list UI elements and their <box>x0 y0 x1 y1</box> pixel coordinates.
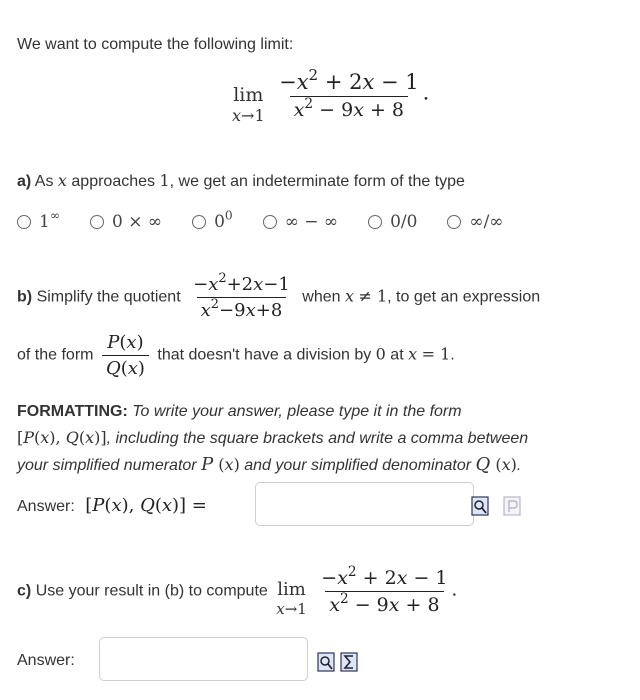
intro-text: We want to compute the following limit: <box>17 36 294 53</box>
sigma-icon[interactable] <box>340 652 358 672</box>
part-b-text1: Simplify the quotient <box>36 288 181 306</box>
part-a-options <box>17 208 504 232</box>
option-0-over-0[interactable]: 0/0 <box>368 212 417 232</box>
formatting-label: FORMATTING: <box>17 403 128 420</box>
part-c-prompt: c) Use your result in (b) to compute lim x→1 $\frac{-x^2 + 2x - 1}{x^2 - 9x + 8}$ . <box>17 563 458 618</box>
lim-word: lim <box>233 84 264 106</box>
formatting-note: FORMATTING: To write your answer, please type it in the form [P(x), Q(x)], including the square brackets and write a comma between your simplified numerator P (x) and your simplified denominator Q (x). <box>17 403 529 475</box>
part-b-line2: of the form $\frac{P(x)}{Q(x)}$ that doesn't have a division by 0 at x = 1. <box>17 332 455 379</box>
radio-button[interactable] <box>263 215 277 229</box>
lim-sub: x→1 <box>232 106 265 125</box>
part-c-label: c) <box>17 582 32 600</box>
option-1-inf[interactable]: 1∞ <box>17 212 60 232</box>
limit-numerator: $-x^2 + 2x - 1$ <box>279 65 419 94</box>
radio-button[interactable] <box>17 215 31 229</box>
part-b-text3: of the form <box>17 346 94 364</box>
option-0-times-inf[interactable]: 0 × ∞ <box>90 212 162 232</box>
radio-button[interactable] <box>90 215 104 229</box>
option-inf-minus-inf[interactable]: ∞ − ∞ <box>263 212 338 232</box>
preview-icon[interactable] <box>471 496 489 516</box>
part-a-prompt: a) As x approaches 1, we get an indeterminate form of the type <box>17 171 465 190</box>
answer-c-input[interactable] <box>99 637 308 681</box>
answer-b-input[interactable] <box>255 482 474 526</box>
answer-c-label: Answer: <box>17 652 75 669</box>
paste-icon[interactable] <box>503 496 521 516</box>
option-inf-over-inf[interactable]: ∞/∞ <box>447 212 503 232</box>
preview-icon[interactable] <box>317 652 335 672</box>
part-c-text: Use your result in (b) to compute <box>35 582 268 600</box>
radio-button[interactable] <box>447 215 461 229</box>
part-b-line1: b) Simplify the quotient $\frac{-x^2+2x-1}{x^2-9x+8}$ when x ≠ 1, to get an expression <box>17 271 541 321</box>
answer-b-label: Answer: <box>17 498 75 515</box>
limit-denominator: $x^2 - 9x + 8$ <box>290 96 408 121</box>
radio-button[interactable] <box>368 215 382 229</box>
main-limit: lim x→1 $\frac{-x^2 + 2x - 1}{x^2 - 9x + 8}$ . <box>232 65 430 125</box>
radio-button[interactable] <box>192 215 206 229</box>
answer-b-label-row: Answer: [P(x), Q(x)] = <box>17 495 207 516</box>
part-a-label: a) <box>17 173 32 190</box>
option-0-pow-0[interactable]: $0^0$ <box>192 212 233 232</box>
part-b-label: b) <box>17 288 33 306</box>
